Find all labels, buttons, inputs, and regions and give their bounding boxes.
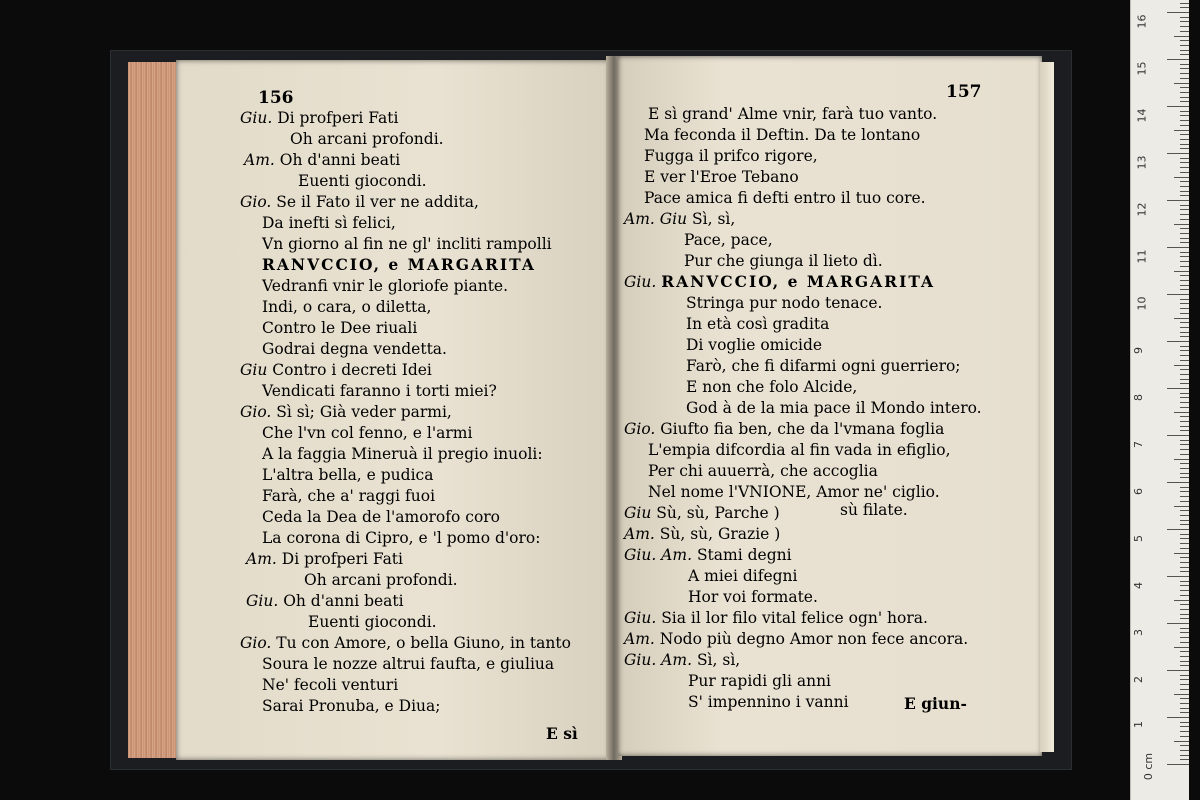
text-line: Am. Nodo più degno Amor non fece ancora. [624, 630, 969, 648]
ruler-tick [1180, 17, 1189, 18]
ruler-tick [1180, 548, 1189, 549]
text-line: Fugga il prifco rigore, [644, 147, 818, 165]
ruler-tick [1167, 576, 1189, 577]
text-line: Stringa pur nodo tenace. [686, 294, 883, 312]
ruler-tick [1180, 755, 1189, 756]
text-line: Farà, che a' raggi fuoi [262, 487, 436, 505]
text-line: Am. Di profperi Fati [246, 550, 403, 568]
ruler-label: 3 [1132, 629, 1145, 636]
ruler-tick [1180, 327, 1189, 328]
right-page-catchword: E giun- [904, 694, 967, 713]
ruler-tick [1180, 101, 1189, 102]
ruler-tick [1174, 271, 1189, 272]
ruler-tick [1180, 308, 1189, 309]
ruler-tick [1180, 233, 1189, 234]
ruler-tick [1167, 529, 1189, 530]
ruler-tick [1180, 73, 1189, 74]
ruler-tick [1180, 618, 1189, 619]
ruler-tick [1180, 708, 1189, 709]
ruler-tick [1180, 684, 1189, 685]
text-line: Da inefti sì felici, [262, 214, 396, 232]
ruler-tick [1180, 134, 1189, 135]
text-line: Godrai degna vendetta. [262, 340, 447, 358]
ruler-tick [1180, 463, 1189, 464]
ruler-tick [1180, 219, 1189, 220]
ruler-tick [1180, 637, 1189, 638]
ruler-tick [1174, 365, 1189, 366]
ruler-tick [1180, 496, 1189, 497]
ruler-tick [1167, 294, 1189, 295]
text-line: Nel nome l'VNIONE, Amor ne' ciglio. [648, 483, 940, 501]
ruler-tick [1180, 313, 1189, 314]
text-line: A miei difegni [688, 567, 798, 585]
bracket-text: sù filate. [840, 501, 908, 519]
text-line: E ver l'Eroe Tebano [644, 168, 799, 186]
ruler-tick [1180, 745, 1189, 746]
text-line: Vendicati faranno i torti miei? [262, 382, 497, 400]
ruler-label: 14 [1135, 108, 1149, 123]
ruler-tick [1180, 125, 1189, 126]
text-line: Di voglie omicide [686, 336, 823, 354]
ruler-tick [1180, 679, 1189, 680]
text-line: Gio. Giufto fia ben, che da l'vmana foglia [624, 420, 945, 438]
text-line: Ma feconda il Deftin. Da te lontano [644, 126, 921, 144]
ruler-tick [1167, 717, 1189, 718]
ruler-tick [1180, 722, 1189, 723]
text-line: Ne' fecoli venturi [262, 676, 399, 694]
ruler-tick [1180, 501, 1189, 502]
text-line: L'empia difcordia al fin vada in efiglio, [648, 441, 951, 459]
ruler-tick [1180, 191, 1189, 192]
ruler-tick [1180, 266, 1189, 267]
ruler-tick [1180, 515, 1189, 516]
ruler-tick [1180, 510, 1189, 511]
ruler-tick [1180, 209, 1189, 210]
ruler-tick [1180, 205, 1189, 206]
ruler-tick [1180, 487, 1189, 488]
text-line: Giu. Am. Stami degni [624, 546, 792, 564]
ruler-tick [1180, 736, 1189, 737]
ruler-tick [1180, 346, 1189, 347]
ruler-tick [1180, 628, 1189, 629]
text-line: Euenti giocondi. [308, 613, 437, 631]
text-line: S' impennino i vanni [688, 693, 849, 711]
ruler-tick [1180, 491, 1189, 492]
ruler-tick [1174, 318, 1189, 319]
ruler-tick [1180, 421, 1189, 422]
ruler-label: 10 [1135, 296, 1149, 311]
ruler-tick [1180, 543, 1189, 544]
ruler-tick [1180, 416, 1189, 417]
ruler-tick [1180, 468, 1189, 469]
ruler-tick [1167, 59, 1189, 60]
ruler-tick [1174, 36, 1189, 37]
ruler-tick [1180, 322, 1189, 323]
ruler-tick [1180, 642, 1189, 643]
left-page-fore-edge [128, 62, 179, 758]
text-line: Giu. Am. Sì, sì, [624, 651, 741, 669]
ruler-tick [1180, 195, 1189, 196]
ruler-tick [1180, 92, 1189, 93]
ruler-tick [1180, 332, 1189, 333]
text-line: Pur rapidi gli anni [688, 672, 832, 690]
ruler-tick [1167, 764, 1189, 765]
ruler-tick [1180, 689, 1189, 690]
ruler-tick [1180, 3, 1189, 4]
ruler-tick [1174, 83, 1189, 84]
ruler-tick [1180, 31, 1189, 32]
ruler-tick [1180, 661, 1189, 662]
ruler-tick [1180, 374, 1189, 375]
ruler-tick [1180, 115, 1189, 116]
ruler-tick [1180, 162, 1189, 163]
ruler-tick [1180, 585, 1189, 586]
ruler-tick [1180, 656, 1189, 657]
ruler-tick [1180, 473, 1189, 474]
ruler-tick [1180, 759, 1189, 760]
ruler-tick [1180, 595, 1189, 596]
text-line: Pace amica fi defti entro il tuo core. [644, 189, 926, 207]
text-line: La corona di Cipro, e 'l pomo d'oro: [262, 529, 541, 547]
ruler-tick [1180, 26, 1189, 27]
ruler-tick [1180, 360, 1189, 361]
ruler-tick [1180, 449, 1189, 450]
ruler-tick [1180, 534, 1189, 535]
ruler-tick [1180, 454, 1189, 455]
ruler-tick [1180, 139, 1189, 140]
ruler-label: 13 [1135, 155, 1149, 170]
ruler-tick [1174, 412, 1189, 413]
text-line: Oh arcani profondi. [290, 130, 444, 148]
ruler-tick [1180, 78, 1189, 79]
ruler-tick [1180, 538, 1189, 539]
ruler-label: 8 [1132, 394, 1145, 401]
text-line: In età così gradita [686, 315, 830, 333]
ruler-label: 5 [1132, 535, 1145, 542]
text-line: Gio. Tu con Amore, o bella Giuno, in tanto [240, 634, 571, 652]
ruler-tick [1180, 407, 1189, 408]
ruler-tick [1180, 369, 1189, 370]
text-line: E sì grand' Alme vnir, farà tuo vanto. [648, 105, 938, 123]
ruler-tick [1180, 280, 1189, 281]
ruler-label: 7 [1132, 441, 1145, 448]
text-line: Am. Oh d'anni beati [244, 151, 401, 169]
ruler-tick [1167, 670, 1189, 671]
ruler-tick [1180, 430, 1189, 431]
ruler-tick [1167, 482, 1189, 483]
ruler-tick [1180, 214, 1189, 215]
ruler-tick [1180, 275, 1189, 276]
ruler-label: 1 [1132, 721, 1145, 728]
ruler-tick [1180, 158, 1189, 159]
ruler-tick [1180, 665, 1189, 666]
ruler-tick [1180, 252, 1189, 253]
text-line: Gio. Sì sì; Già veder parmi, [240, 403, 452, 421]
ruler-label: 9 [1132, 347, 1145, 354]
ruler-tick [1167, 435, 1189, 436]
ruler-tick [1180, 336, 1189, 337]
text-line: Contro le Dee riuali [262, 319, 418, 337]
ruler-tick [1167, 153, 1189, 154]
ruler-tick [1180, 54, 1189, 55]
text-line: Vn giorno al fin ne gl' incliti rampolli [262, 235, 552, 253]
ruler-tick [1167, 341, 1189, 342]
ruler-tick [1180, 712, 1189, 713]
text-line: L'altra bella, e pudica [262, 466, 434, 484]
ruler-tick [1180, 299, 1189, 300]
right-page-number: 157 [946, 82, 982, 102]
ruler-tick [1180, 45, 1189, 46]
ruler-tick [1174, 600, 1189, 601]
text-line: Pace, pace, [684, 231, 773, 249]
ruler-tick [1180, 609, 1189, 610]
ruler-tick [1180, 651, 1189, 652]
ruler-tick [1180, 21, 1189, 22]
ruler-tick [1180, 383, 1189, 384]
ruler-tick [1180, 172, 1189, 173]
ruler-tick [1180, 64, 1189, 65]
ruler-tick [1180, 350, 1189, 351]
ruler-tick [1180, 571, 1189, 572]
ruler-tick [1167, 247, 1189, 248]
ruler-label: 6 [1132, 488, 1145, 495]
ruler-tick [1174, 459, 1189, 460]
text-line: A la faggia Mineruà il pregio inuoli: [262, 445, 543, 463]
text-line: Pur che giunga il lieto dì. [684, 252, 883, 270]
text-line: Vedranfi vnir le gloriofe piante. [262, 277, 509, 295]
ruler-tick [1180, 186, 1189, 187]
text-line: Giu. Di profperi Fati [240, 109, 399, 127]
ruler-label: 11 [1135, 249, 1149, 264]
text-line: Am. Sù, sù, Grazie ) [624, 525, 781, 543]
ruler-tick [1174, 553, 1189, 554]
ruler-label: 12 [1135, 202, 1149, 217]
text-line: Farò, che fi difarmi ogni guerriero; [686, 357, 961, 375]
ruler-tick [1180, 144, 1189, 145]
ruler-tick [1180, 426, 1189, 427]
ruler-tick [1180, 444, 1189, 445]
ruler-tick [1180, 726, 1189, 727]
ruler-tick [1180, 261, 1189, 262]
ruler-tick [1180, 632, 1189, 633]
ruler-tick [1180, 87, 1189, 88]
ruler-tick [1167, 623, 1189, 624]
ruler-tick [1174, 694, 1189, 695]
ruler-tick [1174, 741, 1189, 742]
ruler-tick [1180, 731, 1189, 732]
measurement-ruler [1130, 0, 1189, 800]
ruler-tick [1167, 388, 1189, 389]
text-line: Giu Sù, sù, Parche ) [624, 504, 780, 522]
right-page-edge [1040, 62, 1054, 752]
ruler-tick [1180, 557, 1189, 558]
text-line: Giu. RANVCCIO, e MARGARITA [624, 272, 936, 291]
ruler-tick [1174, 177, 1189, 178]
ruler-label: 2 [1132, 676, 1145, 683]
ruler-tick [1180, 242, 1189, 243]
ruler-tick [1167, 12, 1189, 13]
text-line: Che l'vn col fenno, e l'armi [262, 424, 473, 442]
ruler-tick [1180, 581, 1189, 582]
ruler-tick [1180, 148, 1189, 149]
ruler-tick [1180, 567, 1189, 568]
ruler-tick [1180, 111, 1189, 112]
ruler-tick [1180, 181, 1189, 182]
text-line: Giu. Sia il lor filo vital felice ogn' hora. [624, 609, 928, 627]
ruler-tick [1180, 97, 1189, 98]
text-line: Am. Giu Sì, sì, [624, 210, 736, 228]
ruler-tick [1167, 200, 1189, 201]
ruler-tick [1180, 379, 1189, 380]
ruler-tick [1180, 40, 1189, 41]
ruler-label: 15 [1135, 61, 1149, 76]
ruler-tick [1180, 614, 1189, 615]
ruler-tick [1180, 238, 1189, 239]
ruler-tick [1180, 7, 1189, 8]
ruler-tick [1180, 303, 1189, 304]
left-page-number: 156 [258, 88, 294, 108]
text-line: God à de la mia pace il Mondo intero. [686, 399, 982, 417]
ruler-tick [1180, 562, 1189, 563]
text-line: RANVCCIO, e MARGARITA [262, 255, 536, 274]
text-line: Giu Contro i decreti Idei [240, 361, 432, 379]
text-line: Ceda la Dea de l'amorofo coro [262, 508, 501, 526]
text-line: Euenti giocondi. [298, 172, 427, 190]
ruler-tick [1180, 524, 1189, 525]
ruler-tick [1180, 604, 1189, 605]
ruler-tick [1180, 285, 1189, 286]
text-line: Hor voi formate. [688, 588, 818, 606]
left-page-catchword: E sì [546, 724, 578, 743]
ruler-tick [1174, 224, 1189, 225]
text-line: Per chi auuerrà, che accoglia [648, 462, 878, 480]
ruler-tick [1180, 703, 1189, 704]
ruler-tick [1180, 402, 1189, 403]
text-line: Indi, o cara, o diletta, [262, 298, 432, 316]
ruler-tick [1180, 393, 1189, 394]
ruler-tick [1174, 647, 1189, 648]
ruler-tick [1167, 106, 1189, 107]
ruler-label: 4 [1132, 582, 1145, 589]
ruler-tick [1180, 477, 1189, 478]
ruler-tick [1180, 675, 1189, 676]
ruler-tick [1180, 397, 1189, 398]
ruler-tick [1180, 590, 1189, 591]
ruler-tick [1180, 256, 1189, 257]
text-line: Sarai Pronuba, e Diua; [262, 697, 441, 715]
ruler-tick [1180, 289, 1189, 290]
text-line: Giu. Oh d'anni beati [246, 592, 404, 610]
ruler-tick [1180, 750, 1189, 751]
ruler-label: 16 [1135, 14, 1149, 29]
ruler-tick [1180, 50, 1189, 51]
ruler-tick [1180, 167, 1189, 168]
ruler-tick [1180, 520, 1189, 521]
ruler-tick [1180, 698, 1189, 699]
ruler-tick [1174, 130, 1189, 131]
ruler-tick [1174, 506, 1189, 507]
ruler-unit-label: 0 cm [1142, 752, 1156, 781]
text-line: Oh arcani profondi. [304, 571, 458, 589]
ruler-tick [1180, 440, 1189, 441]
ruler-tick [1180, 68, 1189, 69]
text-line: Gio. Se il Fato il ver ne addita, [240, 193, 479, 211]
ruler-tick [1180, 228, 1189, 229]
text-line: Soura le nozze altrui faufta, e giuliua [262, 655, 555, 673]
ruler-tick [1180, 355, 1189, 356]
ruler-tick [1180, 120, 1189, 121]
text-line: E non che folo Alcide, [686, 378, 858, 396]
